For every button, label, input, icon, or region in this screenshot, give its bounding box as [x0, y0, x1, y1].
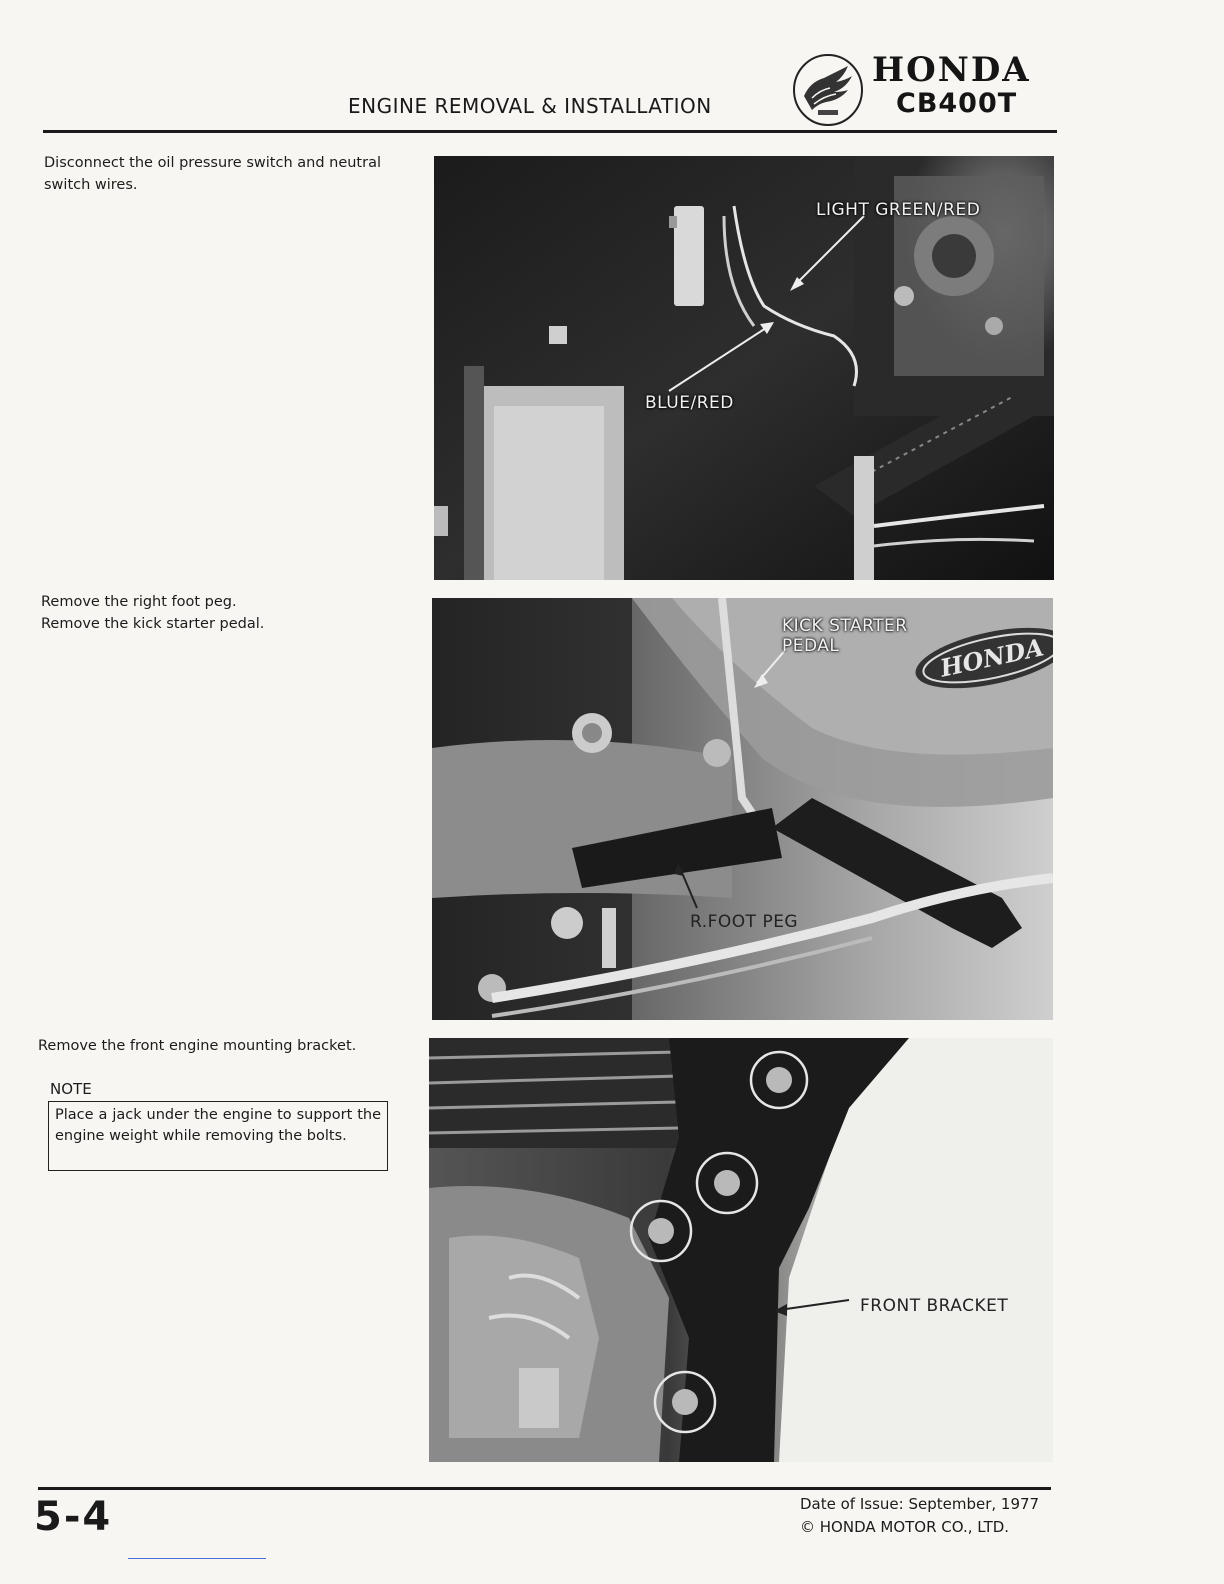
note-text: Place a jack under the engine to support the engine weight while removing the bolts. [55, 1107, 381, 1144]
honda-cover-text: HONDA [937, 632, 1047, 683]
step-3-line-1: Remove the front engine mounting bracket. [38, 1038, 357, 1054]
label-light-green-red: LIGHT GREEN/RED [816, 200, 981, 220]
label-right-foot-peg: R.FOOT PEG [690, 912, 799, 932]
header-rule [43, 130, 1057, 133]
label-front-bracket: FRONT BRACKET [860, 1296, 1009, 1316]
step-3-text [38, 1035, 418, 1057]
step-1-line-2: switch wires. [44, 177, 138, 193]
note-label: NOTE [50, 1080, 92, 1098]
brand-name: HONDA [872, 50, 1031, 90]
note-box [48, 1101, 388, 1171]
label-blue-red: BLUE/RED [645, 393, 734, 413]
copyright: © HONDA MOTOR CO., LTD. [800, 1518, 1010, 1536]
issue-date: Date of Issue: September, 1977 [800, 1495, 1040, 1513]
step-1-line-1: Disconnect the oil pressure switch and neutral [44, 155, 381, 171]
label-kick-starter-pedal [782, 616, 908, 656]
photo-front-engine-bracket [429, 1038, 1053, 1462]
honda-wing-logo-icon [790, 52, 866, 128]
label-kick-starter-line-2: PEDAL [782, 636, 840, 656]
section-title: ENGINE REMOVAL & INSTALLATION [348, 94, 712, 118]
footer-rule [38, 1487, 1051, 1490]
page-number: 5-4 [34, 1494, 113, 1540]
label-kick-starter-line-1: KICK STARTER [782, 616, 908, 636]
step-1-text [44, 152, 424, 196]
step-2-line-2: Remove the kick starter pedal. [41, 616, 265, 632]
step-2-text [41, 591, 421, 635]
model-name: CB400T [896, 88, 1018, 119]
stray-underline [128, 1558, 266, 1559]
photo-foot-peg-kick-starter [432, 598, 1053, 1020]
step-2-line-1: Remove the right foot peg. [41, 594, 237, 610]
